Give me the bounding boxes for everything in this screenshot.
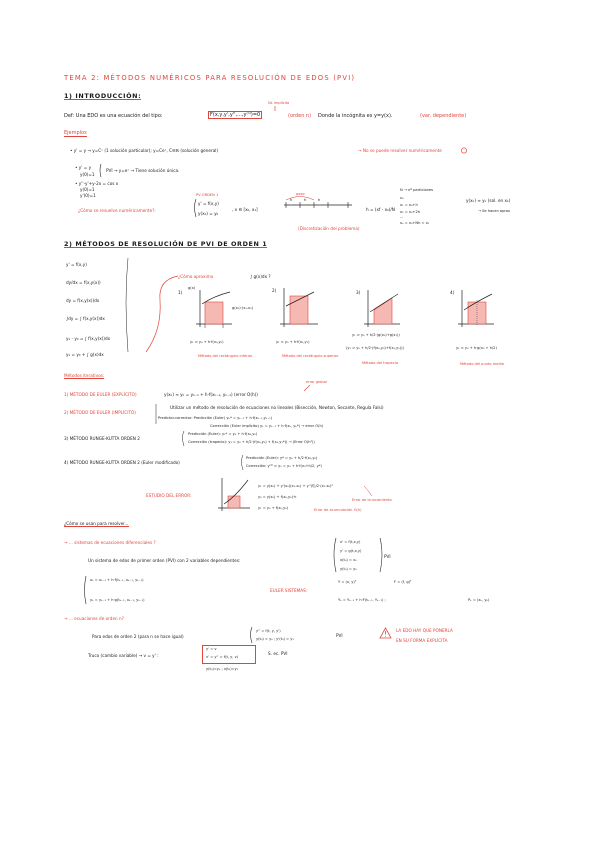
- method-2-text: Utilizar un método de resolución de ecuaciones no lineales (Bisección, Newton, Secante, Regula Falsi): [170, 405, 384, 410]
- pvi-interval: , x ∈ [x₀, x₁]: [232, 207, 258, 212]
- rule-1-formula: y₁ ≈ y₀ + h·f(x₀,y₀): [190, 340, 224, 344]
- rule-3-formula: y₁ ≈ y₀ + h/2·(g(x₀)+g(x₁)): [352, 333, 400, 337]
- discretization-diagram: [284, 197, 352, 209]
- vector-f-def: F = (f, g)ᵀ: [394, 580, 412, 584]
- trick-eq-2: v' = y'' = f(t, y, v): [206, 655, 239, 659]
- rule-3-formula-2: (y₁ ≈ y₀ + h/2·(f(x₀,y₀)+f(x₁,y₁))): [346, 346, 404, 350]
- euler-y-iter: yₖ = yₖ₋₁ + h·g(tₖ₋₁, xₖ₋₁, yₖ₋₁): [90, 598, 145, 602]
- method-1-formula: y(xₖ) ≈ yₖ = yₖ₋₁ + h·f(xₖ₋₁, yₖ₋₁) (error O(h)): [164, 392, 258, 397]
- panel-1-num: 1): [178, 290, 183, 295]
- panel-4-num: 4): [450, 290, 455, 295]
- x-node-1: x₁ = x₀+h: [400, 203, 418, 207]
- x-node-2: x₂ = x₀+2h: [400, 210, 421, 214]
- error-global-arrow: [304, 385, 310, 391]
- trick-text: Truco (cambio variable) → v = y' :: [88, 653, 159, 658]
- example-3a: • y''-y'+y-2x = cos x: [75, 181, 119, 186]
- system-brace: [334, 538, 336, 572]
- numeric-question: ¿Cómo se resuelve numéricamente?:: [78, 208, 156, 213]
- panel-1-graph: [196, 290, 232, 328]
- x-node-3: ...: [400, 215, 404, 219]
- order-n-text: Para edos de orden 2 (para n se hace igual): [92, 634, 184, 639]
- uses-question: ¿Cómo se usan para resolver...: [64, 521, 129, 526]
- h-formula: h = (xf - x₀)/N: [366, 207, 395, 212]
- solution-approx: y(xₖ) ≈ yₖ (sol. en xₖ): [466, 198, 511, 203]
- error-study-graph: [218, 478, 250, 511]
- method-2-label: 2) MÉTODO DE EULER (IMPLÍCITO): [64, 410, 136, 415]
- def-mid: Donde la incógnita es y=y(x).: [318, 113, 393, 119]
- step-h-2: h: [304, 198, 307, 202]
- discretization-label: (Discretización del problema): [298, 226, 360, 231]
- step-label: paso: [296, 192, 305, 196]
- example-1-marker: [461, 148, 466, 153]
- error-global-label: error global: [306, 380, 327, 384]
- method-2-predictor: Predictor-corrector: Predicción (Euler) yₖ* = yₖ₋₁ + h·f(xₖ₋₁,yₖ₋₁): [158, 416, 273, 420]
- approx-question: ¿Cómo aproximo: [178, 274, 214, 279]
- example-2b: y(0)=1: [80, 172, 95, 177]
- error-line-1: y₁ = y(x₀) + y'(x₀)(x₁-x₀) + y''(ξ)/2·(x₁-x₀)²: [258, 484, 333, 488]
- examples-label: Ejemplos: [64, 130, 87, 136]
- rule-1-name: Método del rectángulo inferior: [198, 354, 253, 358]
- method-3-predictor: Predicción (Euler): y₁* = y₀ + h·f(x₀,y₀): [188, 432, 258, 436]
- error-line-2: y₀ = y(x₀) + f(x₀,y₀)·h: [258, 495, 297, 499]
- truncation-arrow: [364, 486, 372, 496]
- x-node-n: xₙ = x₀+Nh = x₁: [400, 221, 430, 225]
- euler-x-iter: xₖ = xₖ₋₁ + h·f(tₖ₋₁, xₖ₋₁, yₖ₋₁): [90, 578, 144, 582]
- deriv-6: y₁ = y₀ + ∫ g(x)dx: [66, 352, 104, 357]
- error-line-3: y₁ = y₀ + f(x₀,y₀): [258, 506, 289, 510]
- order-pvi: PVI: [336, 633, 343, 638]
- panel-3-graph: [364, 290, 400, 327]
- method-1-label: 1) MÉTODO DE EULER (EXPLÍCITO): [64, 392, 137, 397]
- method-4-brace: [242, 455, 244, 470]
- system-eq-1: x' = f(t,x,y): [340, 540, 361, 544]
- example-3c: y'(0)=1: [80, 193, 96, 198]
- panel-2-graph: [280, 288, 318, 327]
- x-node-0: x₀: [400, 196, 404, 200]
- warning-line-2: EN SU FORMA EXPLÍCITA: [396, 638, 448, 643]
- order-eq-2: y(t₀) = y₀ ; y'(t₀) = y₁: [256, 637, 294, 641]
- panel-4-graph: [458, 290, 494, 327]
- rule-3-name: Método del trapecio: [362, 361, 398, 365]
- methods-label: Métodos iterativos:: [64, 373, 105, 378]
- def-order: (orden n): [288, 113, 312, 119]
- def-formula: F(x,y,y',y'',...,y⁽ⁿ⁾)=0: [210, 112, 261, 118]
- trick-eq-1: y' = v: [206, 647, 217, 651]
- pvi-order-label: PV-ORDEN 1: [196, 193, 219, 197]
- section-2-heading: 2) MÉTODOS DE RESOLUCIÓN DE PVI DE ORDEN 1: [64, 240, 268, 248]
- warning-line-1: LA EDO HAY QUE PONERLA: [396, 628, 453, 633]
- pvi-eq-2: y(x₀) = y₀: [198, 211, 219, 216]
- euler-brace: [85, 576, 87, 604]
- example-2a: • y' = y: [75, 165, 92, 170]
- systems-text: Un sistema de edos de primer orden (PVI) con 2 variables dependientes:: [88, 558, 241, 563]
- warning-icon: [380, 628, 391, 638]
- truncation-error: Error de truncamiento: [352, 498, 392, 502]
- system-eq-4: y(t₀) = y₀: [340, 567, 357, 571]
- step-h-3: h: [318, 198, 321, 202]
- def-var: (var. dependiente): [420, 113, 467, 119]
- deriv-2: dy/dx = f(x,y(x)): [66, 280, 101, 285]
- trick-initial-conditions: y(t₀)=y₀ ; v(t₀)=y₁: [206, 667, 239, 671]
- example-3b: y(0)=1: [80, 187, 95, 192]
- method-4-corrector: Corrección: y⁽¹⁾ ≈ y₁ = y₀ + h·f(x₀+h/2, y*): [246, 464, 322, 468]
- pvi-eq-1: y' = f(x,y): [198, 201, 219, 206]
- accumulation-error: Error de acumulación O(h): [314, 508, 362, 512]
- partitions-note: N → nº particiones: [400, 188, 434, 192]
- page-title: TEMA 2: MÉTODOS NUMÉRICOS PARA RESOLUCIÓN DE EDOS (PVI): [64, 74, 356, 82]
- order-brace: [251, 627, 253, 643]
- system-brace-right: [380, 538, 382, 572]
- rule-2-name: Método del rectángulo superior: [282, 354, 339, 358]
- method-4-label: 4) MÉTODO RUNGE-KUTTA ORDEN 2 (Euler modificado): [64, 460, 180, 465]
- systems-question: → ... sistemas de ecuaciones diferenciales ?: [64, 540, 156, 545]
- example-2-brace: [100, 164, 101, 177]
- pvi-brace: [195, 199, 197, 217]
- implicit-label: NL implícita: [268, 101, 290, 105]
- solution-approx-note: → Se hacen aprox: [478, 209, 510, 213]
- euler-systems-label: EULER SISTEMAS:: [270, 588, 308, 593]
- rule-4-name: Método del punto medio: [460, 362, 504, 366]
- order-n-question: → ... ecuaciones de orden n?: [64, 616, 124, 621]
- vector-iteration: Yₖ = Yₖ₋₁ + h·F(tₖ₋₁, Yₖ₋₁) ;: [338, 598, 386, 602]
- system-eq-2: y' = g(t,x,y): [340, 549, 362, 553]
- deriv-5: y₁ - y₀ = ∫ f(x,y(x))dx: [66, 336, 111, 341]
- method-3-brace: [183, 431, 185, 446]
- system-eq-3: x(t₀) = x₀: [340, 558, 357, 562]
- vector-pk: Pₖ = (xₖ, yₖ): [468, 598, 490, 602]
- trick-result: S. ec. PVI: [268, 651, 288, 656]
- method-3-label: 3) MÉTODO RUNGE-KUTTA ORDEN 2: [64, 436, 140, 441]
- example-1: • y' = y → y=Cˣ (1 solución particular); y=Ceˣ, C∈ℝ (solución general): [70, 148, 219, 153]
- deriv-1: y' = f(x,y): [66, 262, 87, 267]
- order-eq-1: y'' = f(t, y, y'): [256, 629, 281, 633]
- panel-3-num: 3): [356, 290, 361, 295]
- panel-2-num: 2): [272, 288, 277, 293]
- def-prefix: Def: Una EDO es una ecuación del tipo:: [64, 113, 163, 119]
- section-1-heading: 1) INTRODUCCIÓN:: [64, 92, 142, 100]
- panel-1-area: g(x₀)·(x₁-x₀): [232, 306, 254, 310]
- method-3-corrector: Corrección (trapecio): y₁ = y₀ + h/2·(f(x₀,y₀) + f(x₁,y₁*)) → (Error O(h²)): [188, 440, 315, 444]
- panel-1-gx: g(x): [188, 286, 196, 290]
- rule-4-formula: y₁ ≈ y₀ + h·g(x₀ + h/2): [456, 346, 497, 350]
- error-study-label: ESTUDIO DEL ERROR:: [146, 493, 192, 498]
- integral-arrow: [146, 276, 178, 352]
- example-2-result: PVI → y=eˣ → Tiene solución única.: [106, 168, 180, 173]
- system-pvi: PVI: [384, 554, 391, 559]
- rule-2-formula: y₁ ≈ y₀ + h·f(x₁,y₁): [276, 340, 310, 344]
- derivation-brace: [126, 258, 128, 352]
- deriv-4: ∫dy = ∫ f(x,y(x))dx: [66, 316, 105, 321]
- step-h-1: h: [290, 198, 293, 202]
- integral-question: ∫ g(x)dx ?: [250, 274, 271, 279]
- method-2-corrector: Corrección (Euler implícito) yₖ = yₖ₋₁ + h·f(xₖ, yₖ*) → error O(h): [210, 424, 324, 428]
- method-4-predictor: Predicción (Euler): y* = y₀ + h/2·f(x₀,y₀): [246, 456, 318, 460]
- deriv-3: dy = f(x,y(x))dx: [66, 298, 100, 303]
- vector-y-def: Y = (x, y)ᵀ: [338, 580, 357, 584]
- example-1-note: → No se puede resolver numéricamente: [358, 148, 442, 153]
